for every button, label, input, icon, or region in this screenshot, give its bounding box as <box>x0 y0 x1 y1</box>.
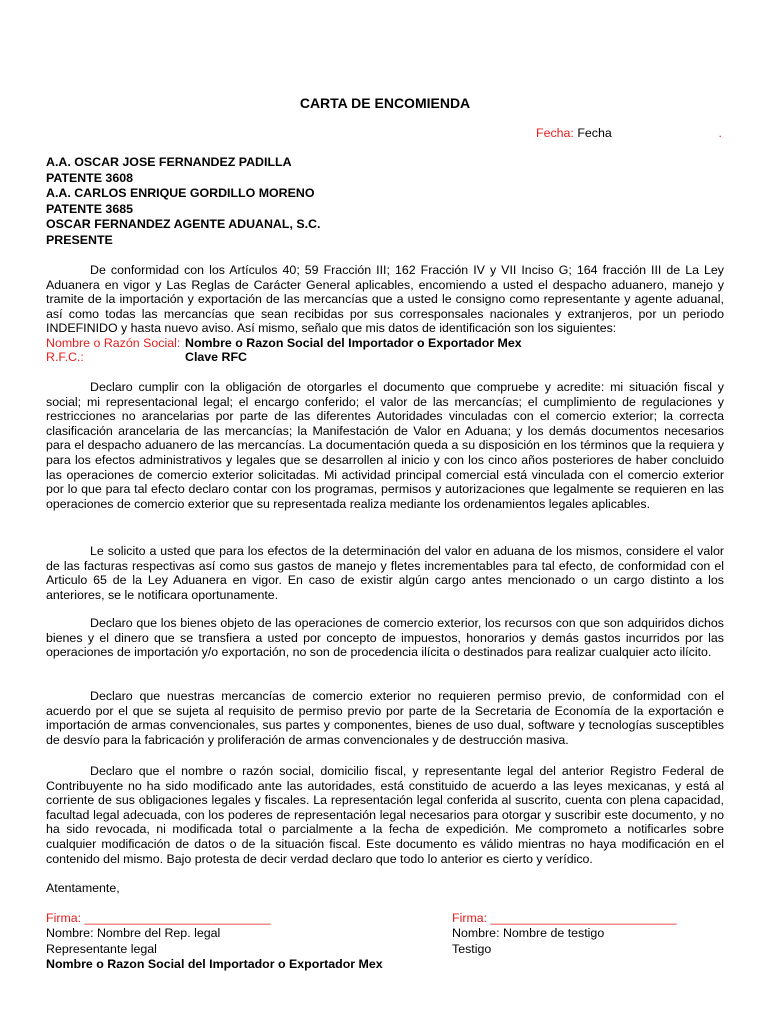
paragraph-bienes: Declaro que los bienes objeto de las operaciones de comercio exterior, los recursos con que son adquiridos dichos bienes y el dinero que se transfiera a usted por concepto de impuestos, honorarios y demás gastos incurridos por las operaciones de importación y/o exportación, no son de procedencia ilícita o destinados para realizar cualquier acto ilícito. <box>46 616 724 660</box>
signature-name-row <box>452 926 677 941</box>
addressee-line: PATENTE 3685 <box>46 201 133 216</box>
date-trailing-dot: . <box>718 126 722 140</box>
paragraph-permiso-previo: Declaro que nuestras mercancías de comercio exterior no requieren permiso previo, de conformidad con el acuerdo por el que se sujeta al requisito de permiso previo por parte de la Secretaria de Economía de la exportación e importación de armas convencionales, sus partes y componentes, bienes de uso dual, software y tecnologías susceptibles de desvío para la fabricación y proliferación de armas convencionales y de destrucción masiva. <box>46 689 724 747</box>
date-value: Fecha <box>577 126 612 140</box>
identification-rfc-value: Clave RFC <box>185 350 247 364</box>
signature-role: Testigo <box>452 941 492 956</box>
closing-line: Atentamente, <box>46 881 120 895</box>
paragraph-declaro-cumplir: Declaro cumplir con la obligación de otorgarles el documento que compruebe y acredite: mi situación fiscal y social; mi representacional legal; el encargo conferido; el valor de las mercancías; el cumplimiento de regulaciones y restricciones no arancelarias por parte de las diferentes Autoridades vinculadas con el comercio exterior; la correcta clasificación arancelaria de las mercancías; la Manifestación de Valor en Aduana; y los demás documentos necesarios para el despacho aduanero de las mercancías. La documentación queda a su disposición en los términos que la requiera y para los efectos administrativos y legales que se desarrollen al inicio y con los cinco años posteriores de haber concluido las operaciones de comercio exterior solicitadas. Mi actividad principal comercial está vinculada con el comercio exterior por lo que para tal efecto declaro contar con los programas, permisos y autorizaciones que legalmente se requieren en las operaciones de comercio exterior que su representada realiza mediante los ordenamientos legales aplicables. <box>46 380 724 511</box>
addressee-line: PRESENTE <box>46 232 113 247</box>
signature-block-legal-rep <box>46 911 383 973</box>
addressee-line: PATENTE 3608 <box>46 170 133 185</box>
signature-role: Representante legal <box>46 941 157 956</box>
identification-name-row <box>46 336 522 351</box>
signature-name-value: Nombre de testigo <box>502 926 605 941</box>
date-line <box>536 126 724 140</box>
signature-line: Firma: ___________________________ <box>452 911 677 925</box>
addressee-block <box>46 155 320 248</box>
signature-name-label: Nombre: <box>46 926 94 941</box>
document-title: CARTA DE ENCOMIENDA <box>299 95 471 111</box>
signature-name-value: Nombre del Rep. legal <box>96 926 221 941</box>
signature-name-row <box>46 926 383 941</box>
identification-name-label: Nombre o Razón Social: <box>46 336 181 350</box>
identification-name-value: Nombre o Razon Social del Importador o Exportador Mex <box>185 336 522 350</box>
identification-rfc-row <box>46 350 247 365</box>
paragraph-nombre-razon-social: Declaro que el nombre o razón social, domicilio fiscal, y representante legal del anterior Registro Federal de Contribuyente no ha sido modificado ante las autoridades, está constituido de acuerdo a las leyes mexicanas, y está al corriente de sus obligaciones legales y fiscales. La representación legal conferida al suscrito, cuenta con plena capacidad, facultad legal adecuada, con los poderes de representación legal necesarios para otorgar y suscribir este documento, y no ha sido revocada, ni modificada total o parcialmente a la fecha de expedición. Me comprometo a notificarles sobre cualquier modificación de datos o de la situación fiscal. Este documento es válido mientras no haya modificación en el contenido del mismo. Bajo protesta de decir verdad declaro que todo lo anterior es cierto y verídico. <box>46 764 724 866</box>
signature-company: Nombre o Razon Social del Importador o Exportador Mex <box>46 957 383 972</box>
signature-name-label: Nombre: <box>452 926 500 941</box>
addressee-line: A.A. OSCAR JOSE FERNANDEZ PADILLA <box>46 155 292 169</box>
date-label: Fecha: <box>536 126 574 140</box>
paragraph-solicito: Le solicito a usted que para los efectos de la determinación del valor en aduana de los mismos, considere el valor de las facturas respectivas así como sus gastos de manejo y fletes incrementables para tal efecto, de conformidad con el Articulo 65 de la Ley Aduanera en vigor. En caso de existir algún cargo antes mencionado o un cargo distinto a los anteriores, se le notificara oportunamente. <box>46 544 724 602</box>
identification-rfc-label: R.F.C.: <box>46 350 84 364</box>
paragraph-conformidad: De conformidad con los Artículos 40; 59 Fracción III; 162 Fracción IV y VII Inciso G; 164 fracción III de La Ley Aduanera en vigor y Las Reglas de Carácter General aplicables, encomiendo a usted el despacho aduanero, manejo y tramite de la importación y exportación de las mercancías que a usted le consigno como representante y agente aduanal, así como todas las mercancías que sean recibidas por sus corresponsales nacionales y extranjeros, por un periodo INDEFINIDO y hasta nuevo aviso. Así mismo, señalo que mis datos de identificación son los siguientes: <box>46 263 724 336</box>
addressee-line: OSCAR FERNANDEZ AGENTE ADUANAL, S.C. <box>46 217 321 231</box>
addressee-line: A.A. CARLOS ENRIQUE GORDILLO MORENO <box>46 186 315 200</box>
signature-block-witness <box>452 911 677 957</box>
signature-line: Firma: ___________________________ <box>46 911 271 925</box>
